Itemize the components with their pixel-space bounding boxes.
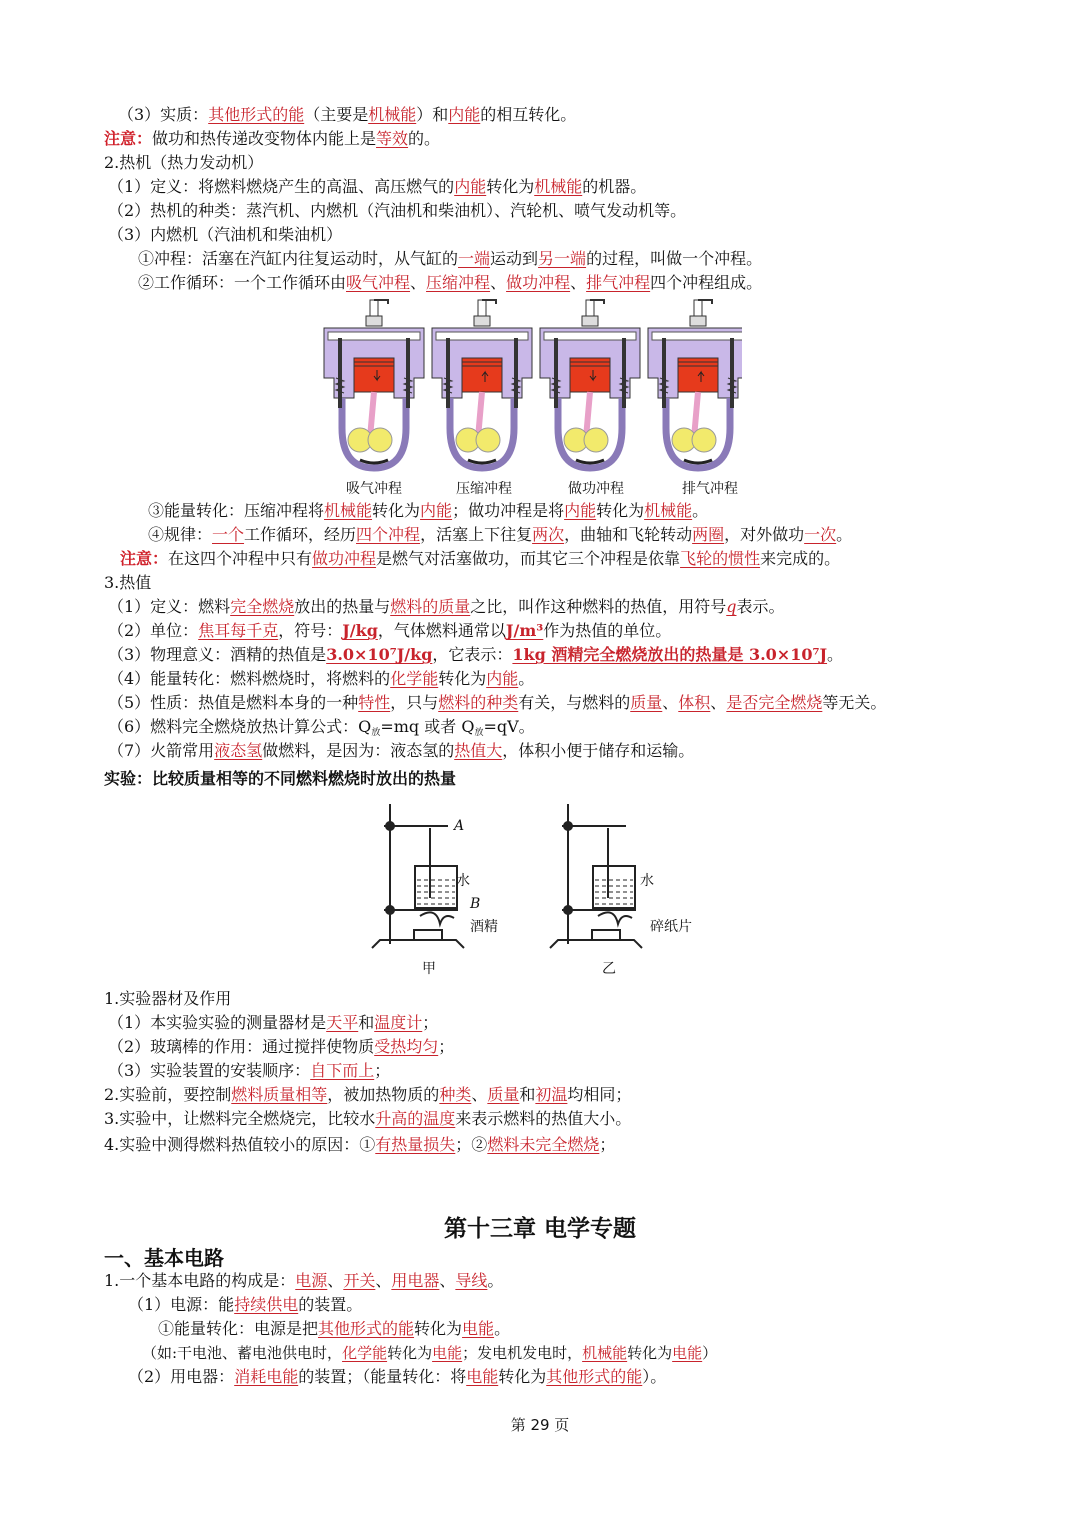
text: 表示。	[736, 597, 785, 616]
text: 作为热值的单位。	[543, 621, 672, 640]
text-line	[108, 1036, 454, 1058]
text: 的过程，叫做一个冲程。	[586, 249, 763, 268]
key-term: 内能	[420, 501, 453, 520]
text: 有关，与燃料的	[518, 693, 631, 712]
page-number: 第 29 页	[510, 1416, 570, 1434]
key-term: 压缩冲程	[426, 273, 491, 292]
text: 、	[570, 273, 587, 292]
key-term: 一端	[458, 249, 491, 268]
key-term: 内能	[454, 177, 487, 196]
text: =mq 或者 Q	[380, 717, 475, 736]
key-term: 自下而上	[310, 1061, 375, 1080]
key-term: 另一端	[538, 249, 587, 268]
key-term: 电能	[432, 1344, 463, 1362]
key-term: 用电器	[391, 1271, 440, 1290]
text: 在这四个冲程中只有	[168, 549, 313, 568]
text: ，它表示：	[432, 645, 513, 664]
text: ④规律：	[148, 525, 213, 544]
text: （1）本实验实验的测量器材是	[108, 1013, 327, 1032]
key-term: J/m³	[505, 621, 544, 640]
key-term: 受热均匀	[374, 1037, 439, 1056]
text: 、	[410, 273, 427, 292]
text: （5）性质：热值是燃料本身的一种	[108, 693, 359, 712]
key-term: q	[726, 597, 737, 616]
text: ）和	[416, 105, 449, 124]
text: （1）定义：燃料	[108, 597, 231, 616]
key-term: 电能	[462, 1319, 495, 1338]
key-term: J/kg	[342, 621, 378, 640]
text: （7）火箭常用	[108, 741, 215, 760]
text-line	[108, 620, 671, 642]
text: 是燃气对活塞做功，而其它三个冲程是依靠	[376, 549, 681, 568]
text: ；	[422, 1013, 439, 1032]
text-line	[104, 1084, 631, 1106]
label-paper-scraps: 碎纸片	[650, 919, 692, 935]
text: 放出的热量与	[294, 597, 391, 616]
section-title: 一、基本电路	[104, 1246, 224, 1270]
text: 来完成的。	[760, 549, 841, 568]
text: 、	[710, 693, 727, 712]
key-term: 其他形式的能	[208, 105, 305, 124]
text-line	[128, 1294, 362, 1316]
key-term: 消耗电能	[234, 1367, 299, 1386]
text: 4.实验中测得燃料热值较小的原因：①	[104, 1135, 376, 1154]
text: 和	[358, 1013, 375, 1032]
engine-diagram-icon	[322, 298, 742, 478]
text: 和	[519, 1085, 536, 1104]
text: ，符号：	[278, 621, 343, 640]
note-line	[104, 128, 440, 150]
key-term: 两圈	[692, 525, 725, 544]
key-term: 燃料的质量	[390, 597, 471, 616]
key-term: 完全燃烧	[230, 597, 295, 616]
key-term: 化学能	[390, 669, 439, 688]
text: 2.实验前，要控制	[104, 1085, 232, 1104]
text: （1）定义：将燃料燃烧产生的高温、高压燃气的	[108, 177, 455, 196]
text-line: （3）内燃机（汽油机和柴油机）	[108, 225, 343, 244]
key-term: 体积	[678, 693, 711, 712]
key-term: 机械能	[582, 1344, 628, 1362]
text-line	[148, 524, 852, 546]
text-line	[108, 668, 534, 690]
text: （3）实质：	[118, 105, 209, 124]
key-term: 内能	[486, 669, 519, 688]
text-line	[158, 1318, 510, 1340]
text-line	[108, 740, 694, 762]
key-term: 排气冲程	[586, 273, 651, 292]
caption-intake-stroke: 吸气冲程	[346, 481, 402, 497]
key-term: 两次	[532, 525, 565, 544]
text-line	[142, 1342, 717, 1364]
text-line	[108, 644, 843, 666]
text-line	[128, 1366, 666, 1388]
text: ，对外做功	[724, 525, 805, 544]
text: （3）实验装置的安装顺序：	[108, 1061, 311, 1080]
text-line	[108, 692, 886, 714]
text: ；	[374, 1061, 391, 1080]
text: ；做功冲程是将	[452, 501, 565, 520]
key-term: 液态氢	[214, 741, 263, 760]
key-term: 升高的温度	[375, 1109, 456, 1128]
text: 。	[494, 1319, 511, 1338]
key-term: 1kg 酒精完全燃烧放出的热量是 3.0×10⁷J	[512, 645, 828, 664]
label-water-right: 水	[640, 873, 654, 889]
text: 。	[518, 669, 535, 688]
text: ；	[438, 1037, 455, 1056]
key-term: 燃料质量相等	[231, 1085, 328, 1104]
text: （2）单位：	[108, 621, 199, 640]
text: 的。	[408, 129, 441, 148]
text-line	[108, 1012, 438, 1034]
key-term: 特性	[358, 693, 391, 712]
caption-exhaust-stroke: 排气冲程	[682, 481, 738, 497]
key-term: 等效	[376, 129, 409, 148]
text: （6）燃料完全燃烧放热计算公式：Q	[108, 717, 372, 736]
chapter-title: 第十三章 电学专题	[443, 1216, 636, 1242]
text: 的相互转化。	[480, 105, 577, 124]
text: 转化为	[627, 1344, 673, 1362]
text: 转化为	[486, 177, 535, 196]
text: 做燃料，是因为：液态氢的	[262, 741, 455, 760]
key-term: 持续供电	[234, 1295, 299, 1314]
text: 1.一个基本电路的构成是：	[104, 1271, 296, 1290]
text-line	[138, 272, 762, 294]
text: ，气体燃料通常以	[377, 621, 506, 640]
key-term: 机械能	[644, 501, 693, 520]
text-line	[108, 176, 646, 198]
text: 来表示燃料的热值大小。	[455, 1109, 632, 1128]
key-term: 一个	[212, 525, 245, 544]
key-term: 电源	[295, 1271, 328, 1290]
text-line: 1.实验器材及作用	[104, 989, 232, 1008]
key-term: 机械能	[368, 105, 417, 124]
text: 转化为	[596, 501, 645, 520]
key-term: 电能	[672, 1344, 703, 1362]
text: 。	[836, 525, 853, 544]
text-line	[104, 1108, 631, 1130]
text: 的装置。	[298, 1295, 363, 1314]
text: （2）玻璃棒的作用：通过搅拌使物质	[108, 1037, 375, 1056]
text: 、	[490, 273, 507, 292]
text: ，被加热物质的	[327, 1085, 440, 1104]
text: 转化为	[498, 1367, 547, 1386]
text: 、	[662, 693, 679, 712]
key-term: 是否完全燃烧	[726, 693, 823, 712]
key-term: 其他形式的能	[546, 1367, 643, 1386]
key-term: 质量	[630, 693, 663, 712]
text: 、	[439, 1271, 456, 1290]
key-term: 3.0×10⁷J/kg	[326, 645, 433, 664]
key-term: 机械能	[534, 177, 583, 196]
text: ，只与	[390, 693, 439, 712]
text: （如:干电池、蓄电池供电时，	[142, 1344, 343, 1362]
text: ；发电机发电时，	[462, 1344, 583, 1362]
text-line	[108, 596, 785, 618]
text: ）。	[642, 1367, 667, 1386]
text: （4）能量转化：燃料燃烧时，将燃料的	[108, 669, 391, 688]
text: 、	[471, 1085, 488, 1104]
text-line	[104, 1270, 503, 1292]
experiment-heading: 实验：比较质量相等的不同燃料燃烧时放出的热量	[104, 769, 457, 788]
text: 转化为	[438, 669, 487, 688]
subscript: 放	[474, 728, 484, 738]
text: 做功和热传递改变物体内能上是	[152, 129, 377, 148]
key-term: 温度计	[374, 1013, 423, 1032]
text: 之比，叫作这种燃料的热值，用符号	[470, 597, 727, 616]
text-line	[108, 1060, 390, 1082]
text: 等无关。	[822, 693, 887, 712]
text: ；②	[455, 1135, 488, 1154]
text: ，体积小便于储存和运输。	[502, 741, 695, 760]
caption-yi: 乙	[602, 961, 616, 977]
text: 、	[327, 1271, 344, 1290]
text: ①能量转化：电源是把	[158, 1319, 319, 1338]
key-term: 吸气冲程	[346, 273, 411, 292]
key-term: 四个冲程	[356, 525, 421, 544]
text: 运动到	[490, 249, 539, 268]
key-term: 有热量损失	[375, 1135, 456, 1154]
text: ③能量转化：压缩冲程将	[148, 501, 325, 520]
text-line	[148, 500, 708, 522]
label-alcohol: 酒精	[470, 919, 498, 935]
text: 的机器。	[582, 177, 647, 196]
text: ，曲轴和飞轮转动	[564, 525, 693, 544]
text: 转化为	[372, 501, 421, 520]
heading-heat-engine: 2.热机（热力发动机）	[104, 153, 264, 172]
label-water-left: 水	[456, 873, 470, 889]
key-term: 种类	[439, 1085, 472, 1104]
text: ②工作循环：一个工作循环由	[138, 273, 347, 292]
key-term: 化学能	[342, 1344, 388, 1362]
text: 3.实验中，让燃料完全燃烧完，比较水	[104, 1109, 376, 1128]
engine-strokes-figure	[322, 298, 742, 498]
caption-compression-stroke: 压缩冲程	[456, 481, 512, 497]
key-term: 内能	[448, 105, 481, 124]
text: 转化为	[414, 1319, 463, 1338]
text-line	[118, 104, 576, 126]
caption-jia: 甲	[422, 961, 436, 977]
text: ①冲程：活塞在汽缸内往复运动时，从气缸的	[138, 249, 459, 268]
key-term: 一次	[804, 525, 837, 544]
heading-heat-value: 3.热值	[104, 573, 152, 592]
key-term: 热值大	[454, 741, 503, 760]
key-term: 焦耳每千克	[198, 621, 279, 640]
label-a: A	[454, 818, 465, 834]
caption-power-stroke: 做功冲程	[568, 481, 624, 497]
key-term: 质量	[487, 1085, 520, 1104]
text-line	[104, 1134, 615, 1156]
key-term: 开关	[343, 1271, 376, 1290]
text: （3）物理意义：酒精的热值是	[108, 645, 327, 664]
text: （主要是	[304, 105, 369, 124]
text: ）	[702, 1344, 718, 1362]
text: ；	[599, 1135, 616, 1154]
note-label: 注意：	[120, 549, 169, 568]
text: 的装置；（能量转化：将	[298, 1367, 467, 1386]
key-term: 做功冲程	[312, 549, 377, 568]
subscript: 放	[371, 728, 381, 738]
key-term: 初温	[535, 1085, 568, 1104]
key-term: 燃料未完全燃烧	[487, 1135, 600, 1154]
text: 、	[375, 1271, 392, 1290]
text-line	[138, 248, 762, 270]
key-term: 燃料的种类	[438, 693, 519, 712]
text: 工作循环，经历	[244, 525, 357, 544]
key-term: 其他形式的能	[318, 1319, 415, 1338]
label-b: B	[470, 896, 481, 912]
key-term: 机械能	[324, 501, 373, 520]
text: （1）电源：能	[128, 1295, 235, 1314]
key-term: 飞轮的惯性	[680, 549, 761, 568]
key-term: 内能	[564, 501, 597, 520]
text: 。	[827, 645, 844, 664]
key-term: 电能	[466, 1367, 499, 1386]
key-term: 导线	[455, 1271, 488, 1290]
text: =qV。	[483, 717, 535, 736]
text: 四个冲程组成。	[650, 273, 763, 292]
key-term: 天平	[326, 1013, 359, 1032]
key-term: 做功冲程	[506, 273, 571, 292]
text-line: （2）热机的种类：蒸汽机、内燃机（汽油机和柴油机）、汽轮机、喷气发动机等。	[108, 201, 687, 220]
note-label: 注意：	[104, 129, 153, 148]
experiment-figure	[360, 798, 730, 983]
note-line	[120, 548, 840, 570]
text: 。	[692, 501, 709, 520]
text: ，活塞上下往复	[420, 525, 533, 544]
text: 转化为	[387, 1344, 433, 1362]
text: （2）用电器：	[128, 1367, 235, 1386]
text: 。	[487, 1271, 504, 1290]
text: 均相同；	[567, 1085, 632, 1104]
